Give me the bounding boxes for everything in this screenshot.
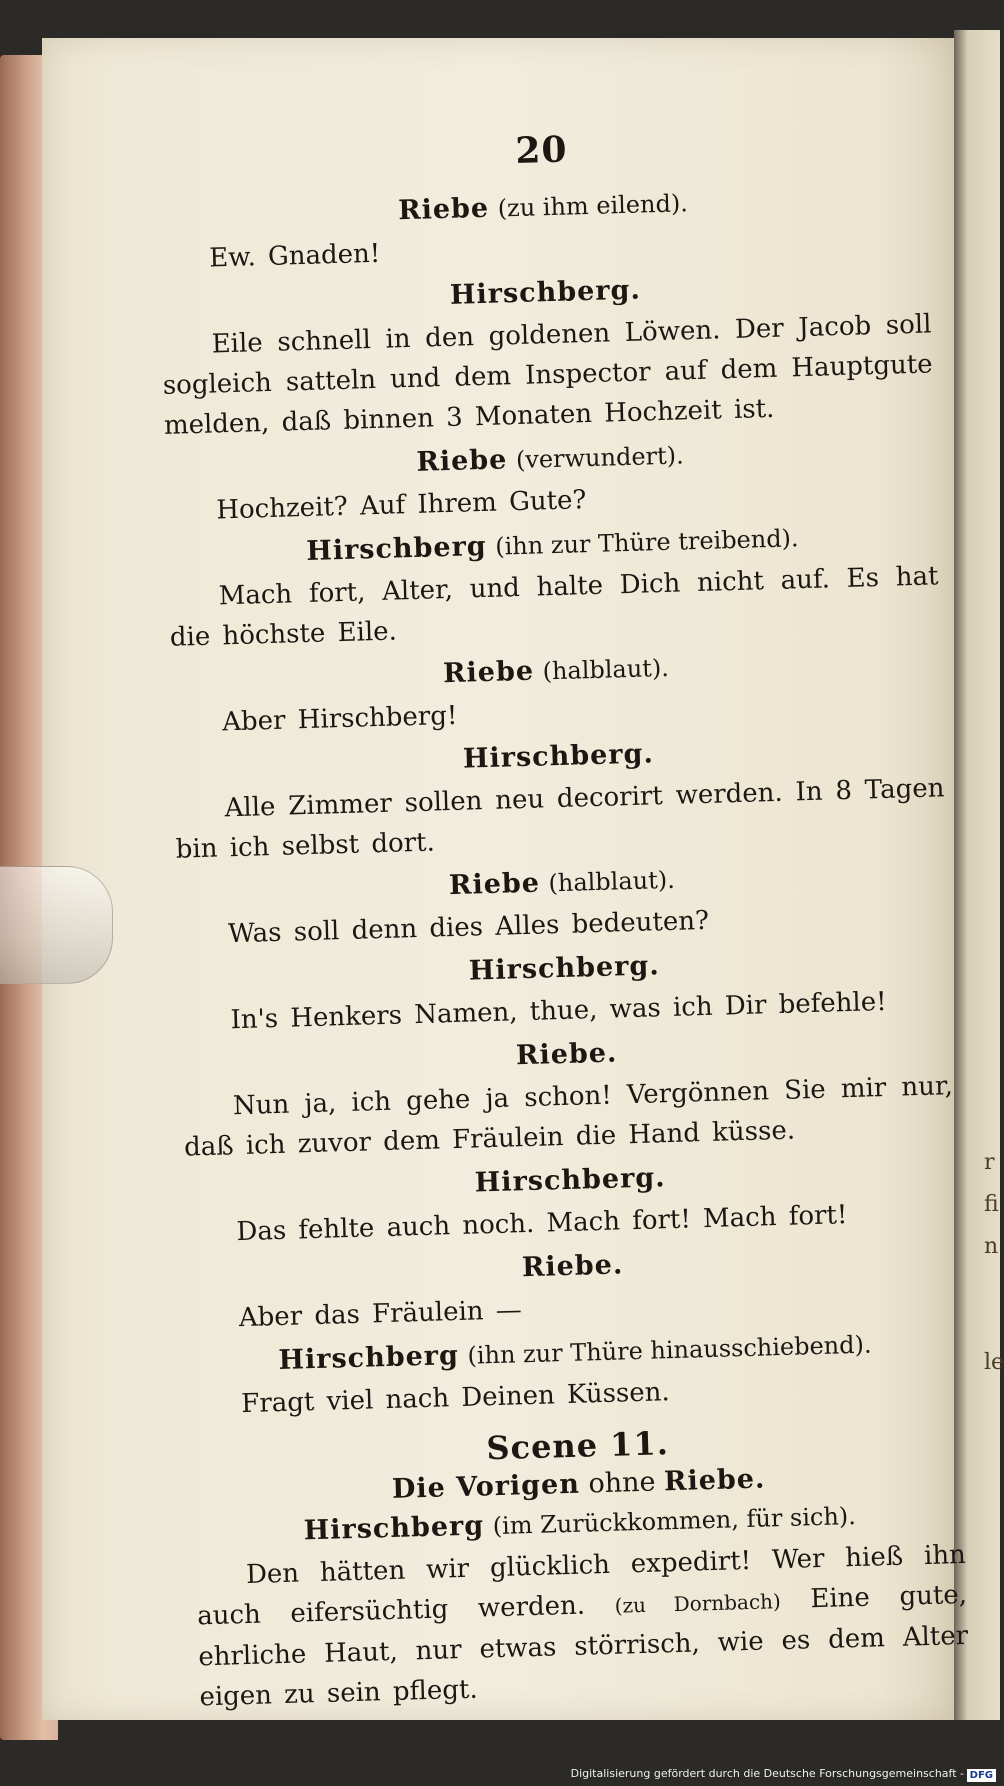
speaker-name: Riebe xyxy=(397,192,490,227)
dialogue-line: Aber das Fräulein — xyxy=(238,1295,523,1334)
dialogue-line: Das fehlte auch noch. Mach fort! Mach fort! xyxy=(236,1200,848,1248)
dialogue-line: Was soll denn dies Alles bedeuten? xyxy=(227,905,710,950)
dialogue-line: Fragt viel nach Deinen Küssen. xyxy=(240,1377,671,1420)
speaker-name: Hirschberg. xyxy=(474,1162,667,1199)
stage-direction: (im Zurückkommen, für sich). xyxy=(492,1502,857,1541)
dialogue-line: Aber Hirschberg! xyxy=(221,700,458,738)
stage-direction: (ihn zur Thüre hinausschiebend). xyxy=(467,1330,872,1370)
page-number: 20 xyxy=(514,128,569,172)
stage-direction: (halblaut). xyxy=(542,653,670,686)
speaker-name: Hirschberg. xyxy=(449,274,642,311)
footer-note: Digitalisierung gefördert durch die Deutsche Forschungsgemeinschaft - xyxy=(570,1767,964,1780)
dialogue-line: In's Henkers Namen, thue, was ich Dir befehle! xyxy=(230,986,887,1036)
speaker-name: Riebe. xyxy=(515,1037,618,1072)
speaker-name: Hirschberg xyxy=(278,1340,460,1377)
dialogue-blocks xyxy=(158,176,962,1425)
dialogue-line: Ew. Gnaden! xyxy=(208,238,381,274)
dialogue-line: Alle Zimmer sollen neu decorirt werden. In 8 Tagen bin ich selbst dort. xyxy=(175,773,945,865)
next-page-fragment: n xyxy=(984,1234,999,1259)
closing-line xyxy=(196,1535,970,1717)
speaker-name: Hirschberg xyxy=(303,1510,485,1547)
scan-bottom-band xyxy=(0,1740,1000,1786)
next-page-fragment: le xyxy=(984,1350,1004,1375)
scene-subtitle-bold-1: Die Vorigen xyxy=(391,1468,581,1505)
speaker-name: Hirschberg. xyxy=(468,950,661,987)
dialogue-line: Eile schnell in den goldenen Löwen. Der Jacob soll sogleich satteln und dem Inspector auf dem Hauptgute melden, daß binnen 3 Monaten Hochzeit ist. xyxy=(162,309,933,441)
stage-direction: (zu ihm eilend). xyxy=(497,189,689,223)
page-text xyxy=(156,119,970,1718)
closing-inline-direction: (zu Dornbach) xyxy=(614,1589,782,1618)
speaker-name: Riebe xyxy=(448,867,541,902)
scene-subtitle-normal: ohne xyxy=(588,1466,656,1500)
speaker-name: Riebe. xyxy=(521,1249,624,1284)
dialogue-line: Hochzeit? Auf Ihrem Gute? xyxy=(215,485,587,526)
speaker-name: Hirschberg xyxy=(305,530,488,567)
scene-subtitle-bold-2: Riebe. xyxy=(663,1463,766,1498)
stage-direction: (halblaut). xyxy=(548,865,676,898)
speaker-name: Riebe xyxy=(442,655,535,690)
speaker-name: Riebe xyxy=(416,444,508,478)
closing-text-before: Den hätten wir glücklich expedirt! Wer hieß ihn auch eifersüchtig werden. xyxy=(196,1539,967,1632)
stage-direction: (ihn zur Thüre treibend). xyxy=(494,524,799,561)
closing-text-after: Eine gute, ehrliche Haut, nur etwas störrisch, wie es dem Alter eigen zu sein pflegt. xyxy=(197,1579,969,1713)
next-page-fragment: fi xyxy=(984,1192,999,1217)
speaker-name: Hirschberg. xyxy=(462,738,655,775)
scene-title: Scene 11. xyxy=(485,1424,670,1468)
stage-direction: (verwundert). xyxy=(515,441,685,475)
thumb-holder xyxy=(0,866,113,984)
dialogue-line: Nun ja, ich gehe ja schon! Vergönnen Sie mir nur, daß ich zuvor dem Fräulein die Hand küsse. xyxy=(183,1071,954,1163)
dialogue-line: Mach fort, Alter, und halte Dich nicht auf. Es hat die höchste Eile. xyxy=(169,561,939,653)
next-page-fragment: r xyxy=(984,1150,995,1175)
dfg-logo: DFG xyxy=(967,1769,996,1782)
